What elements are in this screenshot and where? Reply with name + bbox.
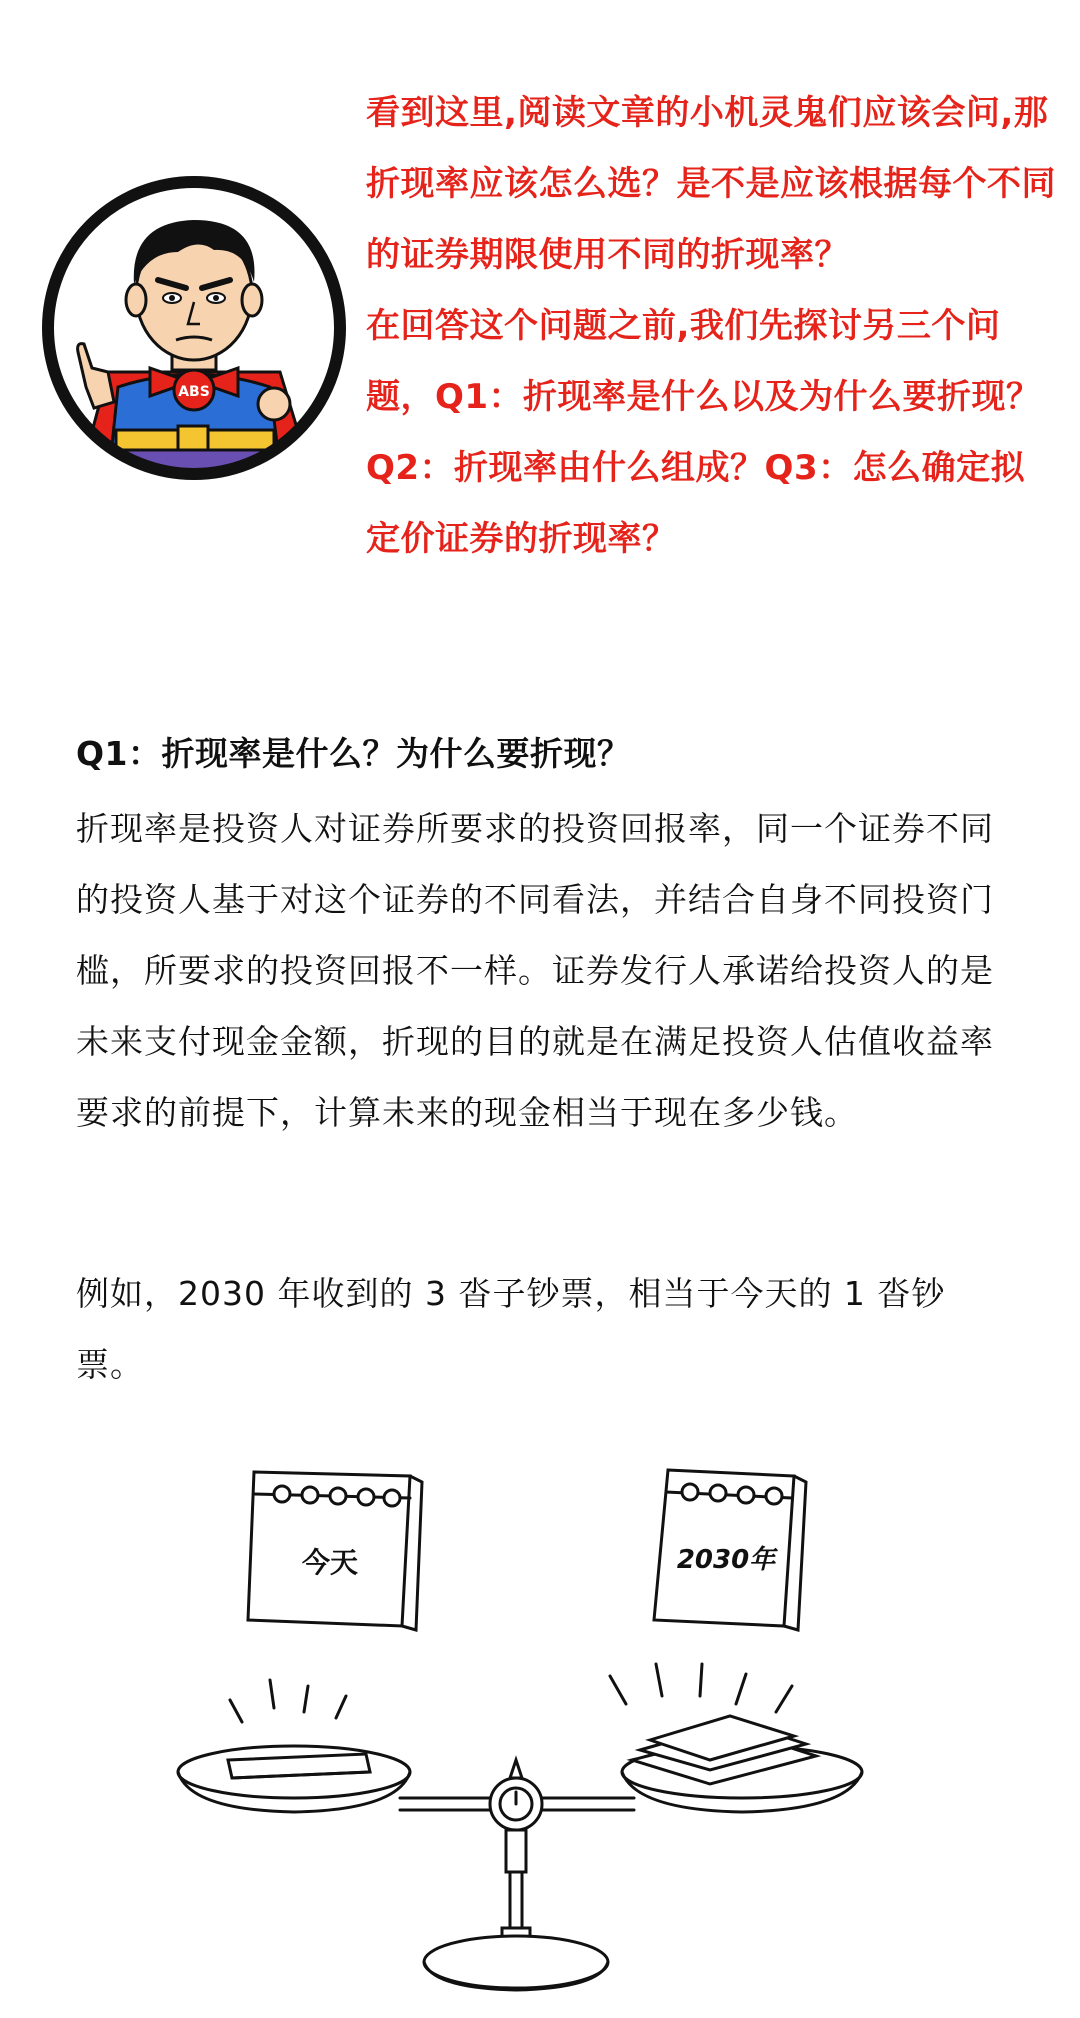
- left-calendar-label: 今天: [301, 1546, 359, 1579]
- superhero-avatar: [38, 172, 350, 484]
- intro-paragraph-1: 看到这里,阅读文章的小机灵鬼们应该会问,那折现率应该怎么选？是不是应该根据每个不同的证券期限使用不同的折现率？: [366, 93, 1056, 275]
- body-paragraph-1: 折现率是投资人对证券所要求的投资回报率，同一个证券不同的投资人基于对这个证券的不同看法，并结合自身不同投资门槛，所要求的投资回报不一样。证券发行人承诺给投资人的是未来支付现金金额，折现的目的就是在满足投资人估值收益率要求的前提下，计算未来的现金相当于现在多少钱。: [76, 809, 994, 1132]
- body-paragraph-2: 例如，2030 年收到的 3 沓子钞票，相当于今天的 1 沓钞票。: [76, 1274, 946, 1384]
- right-calendar-label: 2030年: [676, 1545, 776, 1575]
- intro-callout: [366, 78, 1056, 575]
- intro-paragraph-2: 在回答这个问题之前,我们先探讨另三个问题，Q1：折现率是什么以及为什么要折现？Q2：折现率由什么组成？Q3：怎么确定拟定价证券的折现率？: [366, 306, 1041, 559]
- avatar-badge: ABS: [178, 384, 210, 400]
- section-heading: Q1：折现率是什么？为什么要折现？: [76, 734, 631, 773]
- balance-scale-illustration: [170, 1460, 930, 2008]
